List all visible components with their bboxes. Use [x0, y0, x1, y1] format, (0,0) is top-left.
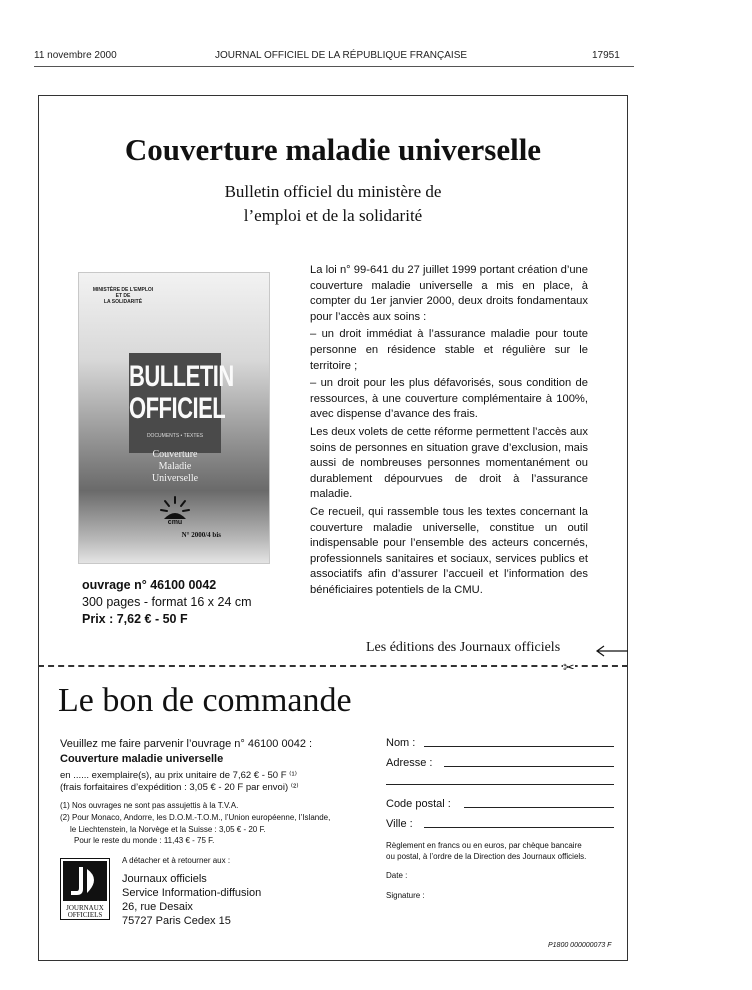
ad-paragraph: Ce recueil, qui rassemble tous les textes concernant la couverture maladie universelle, constitue un outil indispensable pour l’ensemble des acteurs concernés, professionnels sanitaires et sociaux, services publics et associatifs afin d’assurer l’accueil et l’information des bénéficiaires potentiels de la CMU. — [310, 505, 588, 596]
order-note-2-line2: le Liechtenstein, la Norvège et la Suisse : 3,05 € - 20 F. — [70, 825, 266, 834]
order-note-1: (1) Nos ouvrages ne sont pas assujettis à la T.V.A. — [60, 801, 239, 810]
nom-field[interactable] — [424, 746, 614, 747]
book-cover-image — [78, 272, 270, 564]
adresse-field-line-2[interactable] — [386, 784, 614, 785]
cover-caption: DOCUMENTS • TEXTES — [146, 433, 204, 439]
arrow-left-icon — [594, 644, 628, 658]
address-line-3: 26, rue Desaix — [122, 901, 193, 913]
order-shipping-line: (frais forfaitaires d’expédition : 3,05 € - 20 F par envoi) ⁽²⁾ — [60, 782, 299, 793]
ville-field[interactable] — [424, 827, 614, 828]
code-postal-field[interactable] — [464, 807, 614, 808]
scissors-icon: ✂ — [563, 659, 575, 675]
cover-topic — [129, 449, 221, 485]
ad-paragraph: – un droit pour les plus défavorisés, sous condition de ressources, à une couverture complémentaire à 100%, avec dispense d’avance des frais. — [310, 377, 588, 421]
cover-ministry-line2: ET DE — [115, 293, 131, 299]
ad-title: Couverture maladie universelle — [124, 132, 542, 167]
header-date: 11 novembre 2000 — [34, 50, 117, 61]
payment-info-line1: Règlement en francs ou en euros, par chèque bancaire — [386, 841, 582, 850]
book-price: Prix : 7,62 € - 50 F — [82, 612, 188, 626]
cover-topic-line1: Couverture — [152, 449, 198, 460]
ad-subtitle-line1: Bulletin officiel du ministère de — [224, 182, 442, 201]
address-line-2: Service Information-diffusion — [122, 887, 262, 899]
signature-label: Signature : — [386, 891, 425, 900]
cmu-sun-logo-icon — [159, 495, 191, 527]
cover-word-officiel: OFFICIEL — [129, 391, 226, 425]
ad-subtitle — [38, 180, 628, 228]
cover-ministry-line3: LA SOLIDARITÉ — [103, 299, 143, 305]
cmu-logo-text: cmu — [167, 519, 183, 526]
cover-ministry — [79, 287, 167, 305]
book-reference-number: ouvrage n° 46100 0042 — [82, 578, 217, 592]
payment-info-line2: ou postal, à l’ordre de la Direction des Journaux officiels. — [386, 852, 587, 861]
cover-issue-number: N° 2000/4 bis — [181, 531, 221, 539]
cover-word-bulletin: BULLETIN — [129, 359, 234, 393]
code-postal-label: Code postal : — [386, 798, 451, 810]
nom-label: Nom : — [386, 737, 416, 749]
ad-paragraph: La loi n° 99-641 du 27 juillet 1999 portant création d’une couverture maladie universelle a mis en place, à compter du 1er janvier 2000, deux droits fondamentaux pour l’accès aux soins : — [310, 264, 588, 323]
order-form-title: Le bon de commande — [58, 682, 352, 719]
jo-emblem-icon — [61, 859, 109, 903]
header-page-number: 17951 — [592, 50, 620, 61]
address-line-1: Journaux officiels — [122, 873, 207, 885]
order-product: Couverture maladie universelle — [60, 753, 224, 765]
cut-line — [38, 665, 628, 667]
jo-logo-line2: OFFICIELS — [67, 911, 103, 919]
adresse-label: Adresse : — [386, 757, 433, 769]
ad-subtitle-line2: l’emploi et de la solidarité — [243, 206, 423, 225]
detach-instruction: A détacher et à retourner aux : — [122, 856, 231, 865]
order-request: Veuillez me faire parvenir l’ouvrage n° 46100 0042 : — [60, 738, 313, 750]
jo-logo-line1: JOURNAUX — [66, 904, 104, 912]
journaux-officiels-logo — [60, 858, 110, 920]
date-label: Date : — [386, 871, 408, 880]
book-format: 300 pages - format 16 x 24 cm — [82, 595, 252, 609]
header-journal-title: JOURNAL OFFICIEL DE LA RÉPUBLIQUE FRANÇAISE — [214, 50, 468, 61]
cover-topic-line3: Universelle — [151, 473, 199, 484]
adresse-field[interactable] — [444, 766, 614, 767]
cover-topic-line2: Maladie — [158, 461, 192, 472]
header-rule — [34, 66, 634, 67]
ville-label: Ville : — [386, 818, 413, 830]
reference-code: P1800 000000073 F — [548, 942, 612, 949]
cover-ministry-line1: MINISTÈRE DE L'EMPLOI — [92, 287, 154, 293]
address-line-4: 75727 Paris Cedex 15 — [122, 915, 231, 927]
order-note-2-line3: Pour le reste du monde : 11,43 € - 75 F. — [74, 836, 215, 845]
order-quantity-line[interactable]: en ...... exemplaire(s), au prix unitaire de 7,62 € - 50 F ⁽¹⁾ — [60, 770, 297, 781]
ad-paragraph: – un droit immédiat à l’assurance maladie pour toute personne en résidence stable et régulière sur le territoire ; — [310, 328, 588, 372]
ad-body-text — [310, 263, 588, 600]
order-note-2-line1: (2) Pour Monaco, Andorre, les D.O.M.-T.O.M., l’Union européenne, l’Islande, — [60, 813, 331, 822]
ad-paragraph: Les deux volets de cette réforme permettent l’accès aux soins de personnes en situation grave d’exclusion, mais aussi de nombreuses personnes momentanément ou durablement dépourvues de droit à l’assurance maladie. — [310, 425, 588, 501]
publisher-line: Les éditions des Journaux officiels — [366, 640, 561, 655]
jo-logo-text — [61, 905, 109, 919]
